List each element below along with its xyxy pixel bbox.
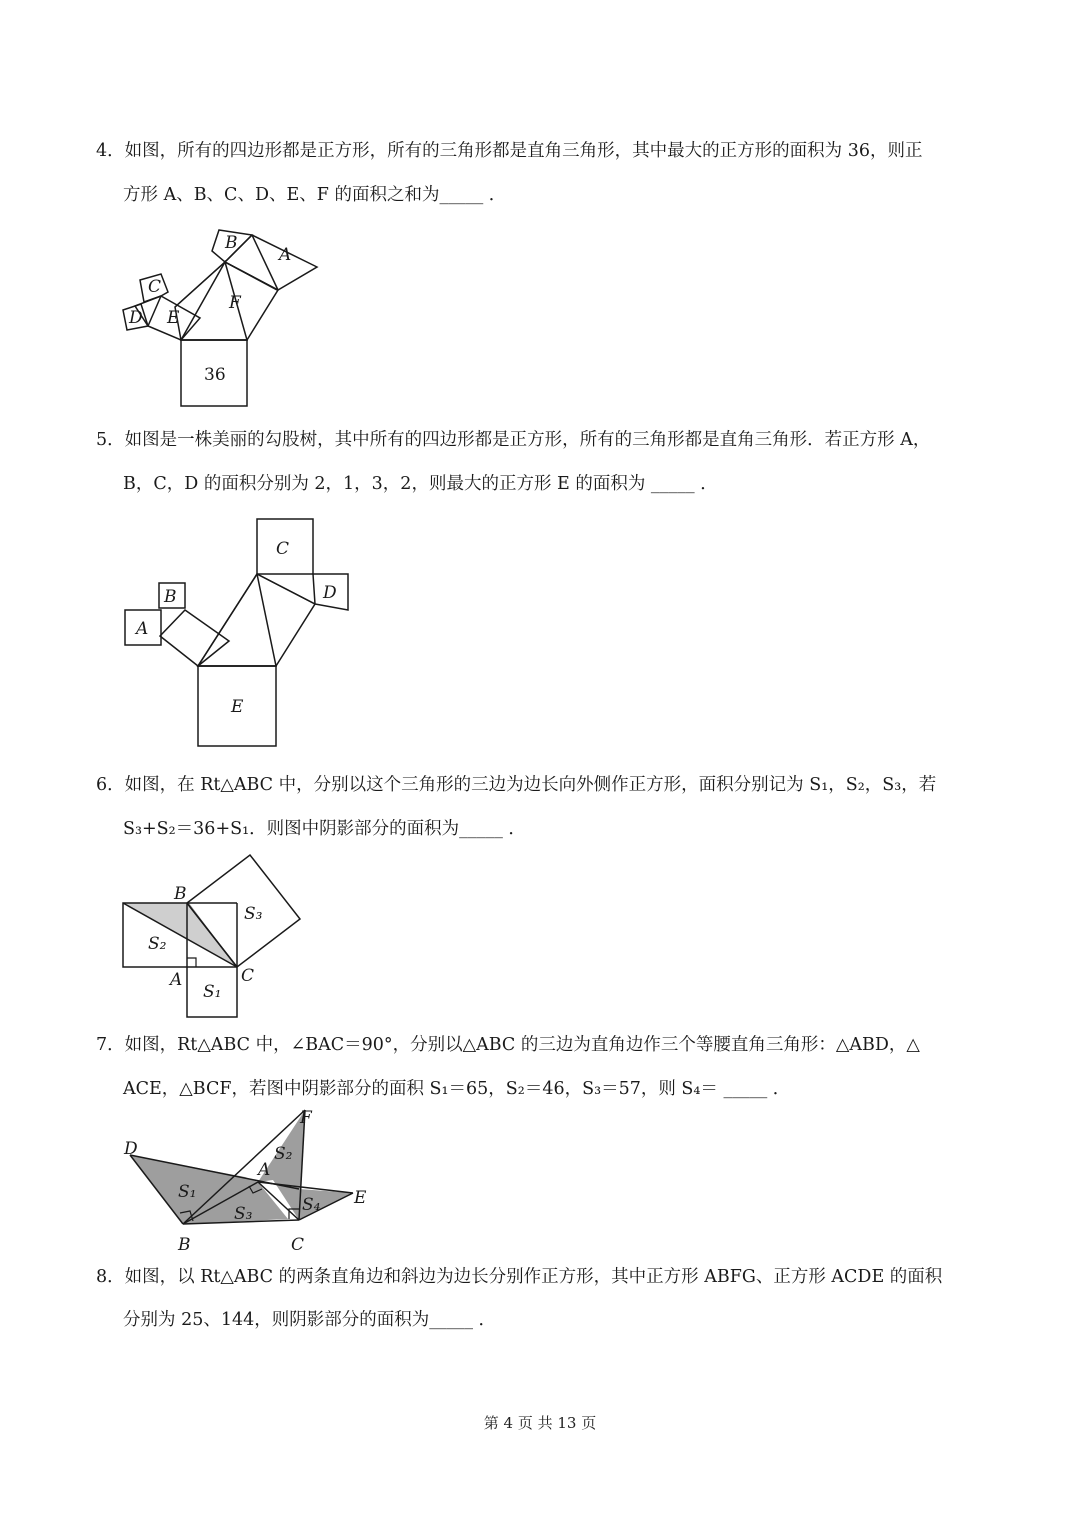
label-d: D xyxy=(323,583,337,603)
label-b: B xyxy=(178,1235,191,1255)
label-b: B xyxy=(164,587,177,607)
label-f: F xyxy=(229,293,241,313)
problem-5-line-1: 5．如图是一株美丽的勾股树，其中所有的四边形都是正方形，所有的三角形都是直角三角形．若正方形 A， xyxy=(96,430,931,450)
problem-6-line-2: S₃+S₂＝36+S₁．则图中阴影部分的面积为_____ ． xyxy=(123,819,526,839)
label-e: E xyxy=(231,697,244,717)
problem-8-line-2: 分别为 25、144，则阴影部分的面积为_____ ． xyxy=(123,1310,497,1330)
label-c: C xyxy=(291,1235,305,1255)
page-footer: 第 4 页 共 13 页 xyxy=(483,1414,597,1432)
label-c: C xyxy=(241,966,255,986)
label-b: B xyxy=(225,233,238,253)
label-36: 36 xyxy=(204,365,226,385)
problem-4-line-2: 方形 A、B、C、D、E、F 的面积之和为_____ ． xyxy=(123,185,507,205)
label-e: E xyxy=(354,1188,367,1208)
problem-8-line-1: 8．如图，以 Rt△ABC 的两条直角边和斜边为边长分别作正方形，其中正方形 ABFG、正方形 ACDE 的面积 xyxy=(96,1267,943,1287)
label-a: A xyxy=(258,1160,271,1180)
problem-4-figure xyxy=(115,222,330,412)
square-a xyxy=(225,235,317,290)
problem-5-line-2: B，C，D 的面积分别为 2，1，3，2，则最大的正方形 E 的面积为 _____ ． xyxy=(123,474,718,494)
problem-6-line-1: 6．如图，在 Rt△ABC 中，分别以这个三角形的三边为边长向外侧作正方形，面积分别记为 S₁，S₂，S₃，若 xyxy=(96,775,937,795)
label-a: A xyxy=(170,970,183,990)
label-s1: S₁ xyxy=(203,982,222,1002)
label-s2: S₂ xyxy=(274,1144,293,1164)
label-s4: S₄ xyxy=(302,1195,321,1215)
label-s2: S₂ xyxy=(148,934,167,954)
label-e: E xyxy=(167,308,180,328)
label-a: A xyxy=(136,619,149,639)
problem-7-line-1: 7．如图，Rt△ABC 中，∠BAC＝90°，分别以△ABC 的三边为直角边作三个等腰直角三角形：△ABD，△ xyxy=(96,1035,920,1055)
problem-7-figure xyxy=(118,1107,378,1257)
left-square xyxy=(160,610,229,666)
label-a: A xyxy=(279,245,292,265)
label-c: C xyxy=(276,539,290,559)
problem-5-figure xyxy=(122,516,352,751)
label-d: D xyxy=(129,308,143,328)
label-s3: S₃ xyxy=(234,1204,253,1224)
problem-7-line-2: ACE，△BCF，若图中阴影部分的面积 S₁＝65，S₂＝46，S₃＝57，则 S₄＝ _____ ． xyxy=(123,1079,791,1099)
label-d: D xyxy=(124,1139,138,1159)
label-f: F xyxy=(300,1108,312,1128)
problem-4-line-1: 4．如图，所有的四边形都是正方形，所有的三角形都是直角三角形，其中最大的正方形的面积为 36，则正 xyxy=(96,141,923,161)
label-s1: S₁ xyxy=(178,1182,197,1202)
label-c: C xyxy=(148,277,162,297)
problem-6-figure xyxy=(120,853,320,1023)
label-s3: S₃ xyxy=(244,904,263,924)
main-triangle xyxy=(198,574,276,666)
label-b: B xyxy=(174,884,187,904)
